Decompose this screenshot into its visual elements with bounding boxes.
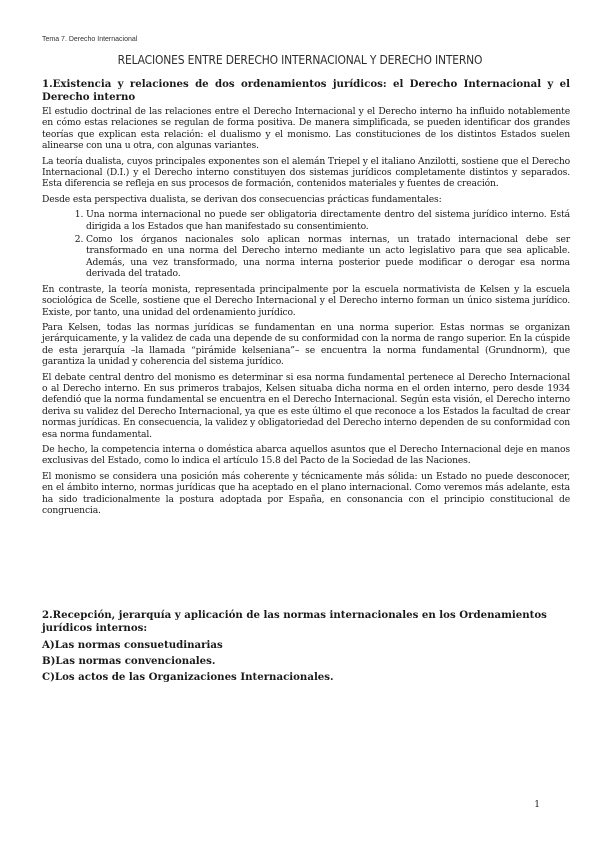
section-1 (42, 78, 570, 520)
paragraph: El estudio doctrinal de las relaciones entre el Derecho Internacional y el Derecho interno ha influido notablemente en cómo estas relaciones se regulan de forma positiva. De manera simplificada, se pueden identificar dos grandes teorías que explican esta relación: el dualismo y el monismo. Las constituciones de los distintos Estados suelen alinearse con una u otra, con algunas variantes. (42, 106, 570, 152)
paragraph: Para Kelsen, todas las normas jurídicas se fundamentan en una norma superior. Estas normas se organizan jerárquicamente, y la validez de cada una depende de su conformidad con la norma de rango superior. En la cúspide de esta jerarquía –la llamada “pirámide kelseniana”– se encuentra la norma fundamental (Grundnorm), que garantiza la unidad y coherencia del sistema jurídico. (42, 321, 570, 368)
paragraph: Desde esta perspectiva dualista, se derivan dos consecuencias prácticas fundamentales: (42, 193, 442, 205)
subheading-a: A)Las normas consuetudinarias (42, 639, 223, 651)
list-item: 1. Una norma internacional no puede ser obligatoria directamente dentro del sistema jurídico interno. Está dirigida a los Estados que han manifestado su consentimiento. (86, 209, 570, 232)
section-2 (42, 609, 570, 687)
page-number: 1 (534, 800, 540, 810)
section-1-heading: 1.Existencia y relaciones de dos ordenamientos jurídicos: el Derecho Internacional y el Derecho interno (42, 78, 570, 103)
paragraph: En contraste, la teoría monista, representada principalmente por la escuela normativista de Kelsen y la escuela sociológica de Scelle, sostiene que el Derecho Internacional y el Derecho interno forman un único sistema jurídico. Existe, por tanto, una unidad del ordenamiento jurídico. (42, 283, 570, 318)
running-head: Tema 7. Derecho Internacional (42, 36, 138, 43)
section-2-heading: 2.Recepción, jerarquía y aplicación de las normas internacionales en los Ordenamientos jurídicos internos: (42, 609, 547, 634)
paragraph: La teoría dualista, cuyos principales exponentes son el alemán Triepel y el italiano Anzilotti, sostiene que el Derecho Internacional (D.I.) y el Derecho interno constituyen dos sistemas jurídicos completamente distintos y separados. Esta diferencia se refleja en sus procesos de formación, contenidos materiales y fuentes de creación. (42, 155, 570, 190)
subheading-c: C)Los actos de las Organizaciones Internacionales. (42, 671, 334, 683)
subheading-b: B)Las normas convencionales. (42, 655, 216, 667)
paragraph: De hecho, la competencia interna o doméstica abarca aquellos asuntos que el Derecho Internacional deje en manos exclusivas del Estado, como lo indica el artículo 15.8 del Pacto de la Sociedad de las Naciones. (42, 443, 570, 467)
paragraph: El monismo se considera una posición más coherente y técnicamente más sólida: un Estado no puede desconocer, en el ámbito interno, normas jurídicas que ha aceptado en el plano internacional. Como veremos más adelante, esta ha sido tradicionalmente la postura adoptada por España, en consonancia con el principio constitucional de congruencia. (42, 470, 570, 516)
paragraph: El debate central dentro del monismo es determinar si esa norma fundamental pertenece al Derecho Internacional o al Derecho interno. En sus primeros trabajos, Kelsen situaba dicha norma en el orden interno, pero desde 1934 defendió que la norma fundamental se encuentra en el Derecho Internacional. Según esta visión, el Derecho interno deriva su validez del Derecho Internacional, ya que es este último el que reconoce a los Estados la facultad de crear normas jurídicas. En consecuencia, la validez y obligatoriedad del Derecho interno dependen de su conformidad con esa norma fundamental. (42, 371, 570, 440)
consequences-list (42, 209, 570, 279)
list-item: 2. Como los órganos nacionales solo aplican normas internas, un tratado internacional debe ser transformado en una norma del Derecho interno mediante un acto legislativo para que sea aplicable. Además, una vez transformado, una norma interna posterior puede modificar o derogar esa norma derivada del tratado. (86, 234, 570, 280)
document-title: RELACIONES ENTRE DERECHO INTERNACIONAL Y DERECHO INTERNO (117, 52, 483, 67)
